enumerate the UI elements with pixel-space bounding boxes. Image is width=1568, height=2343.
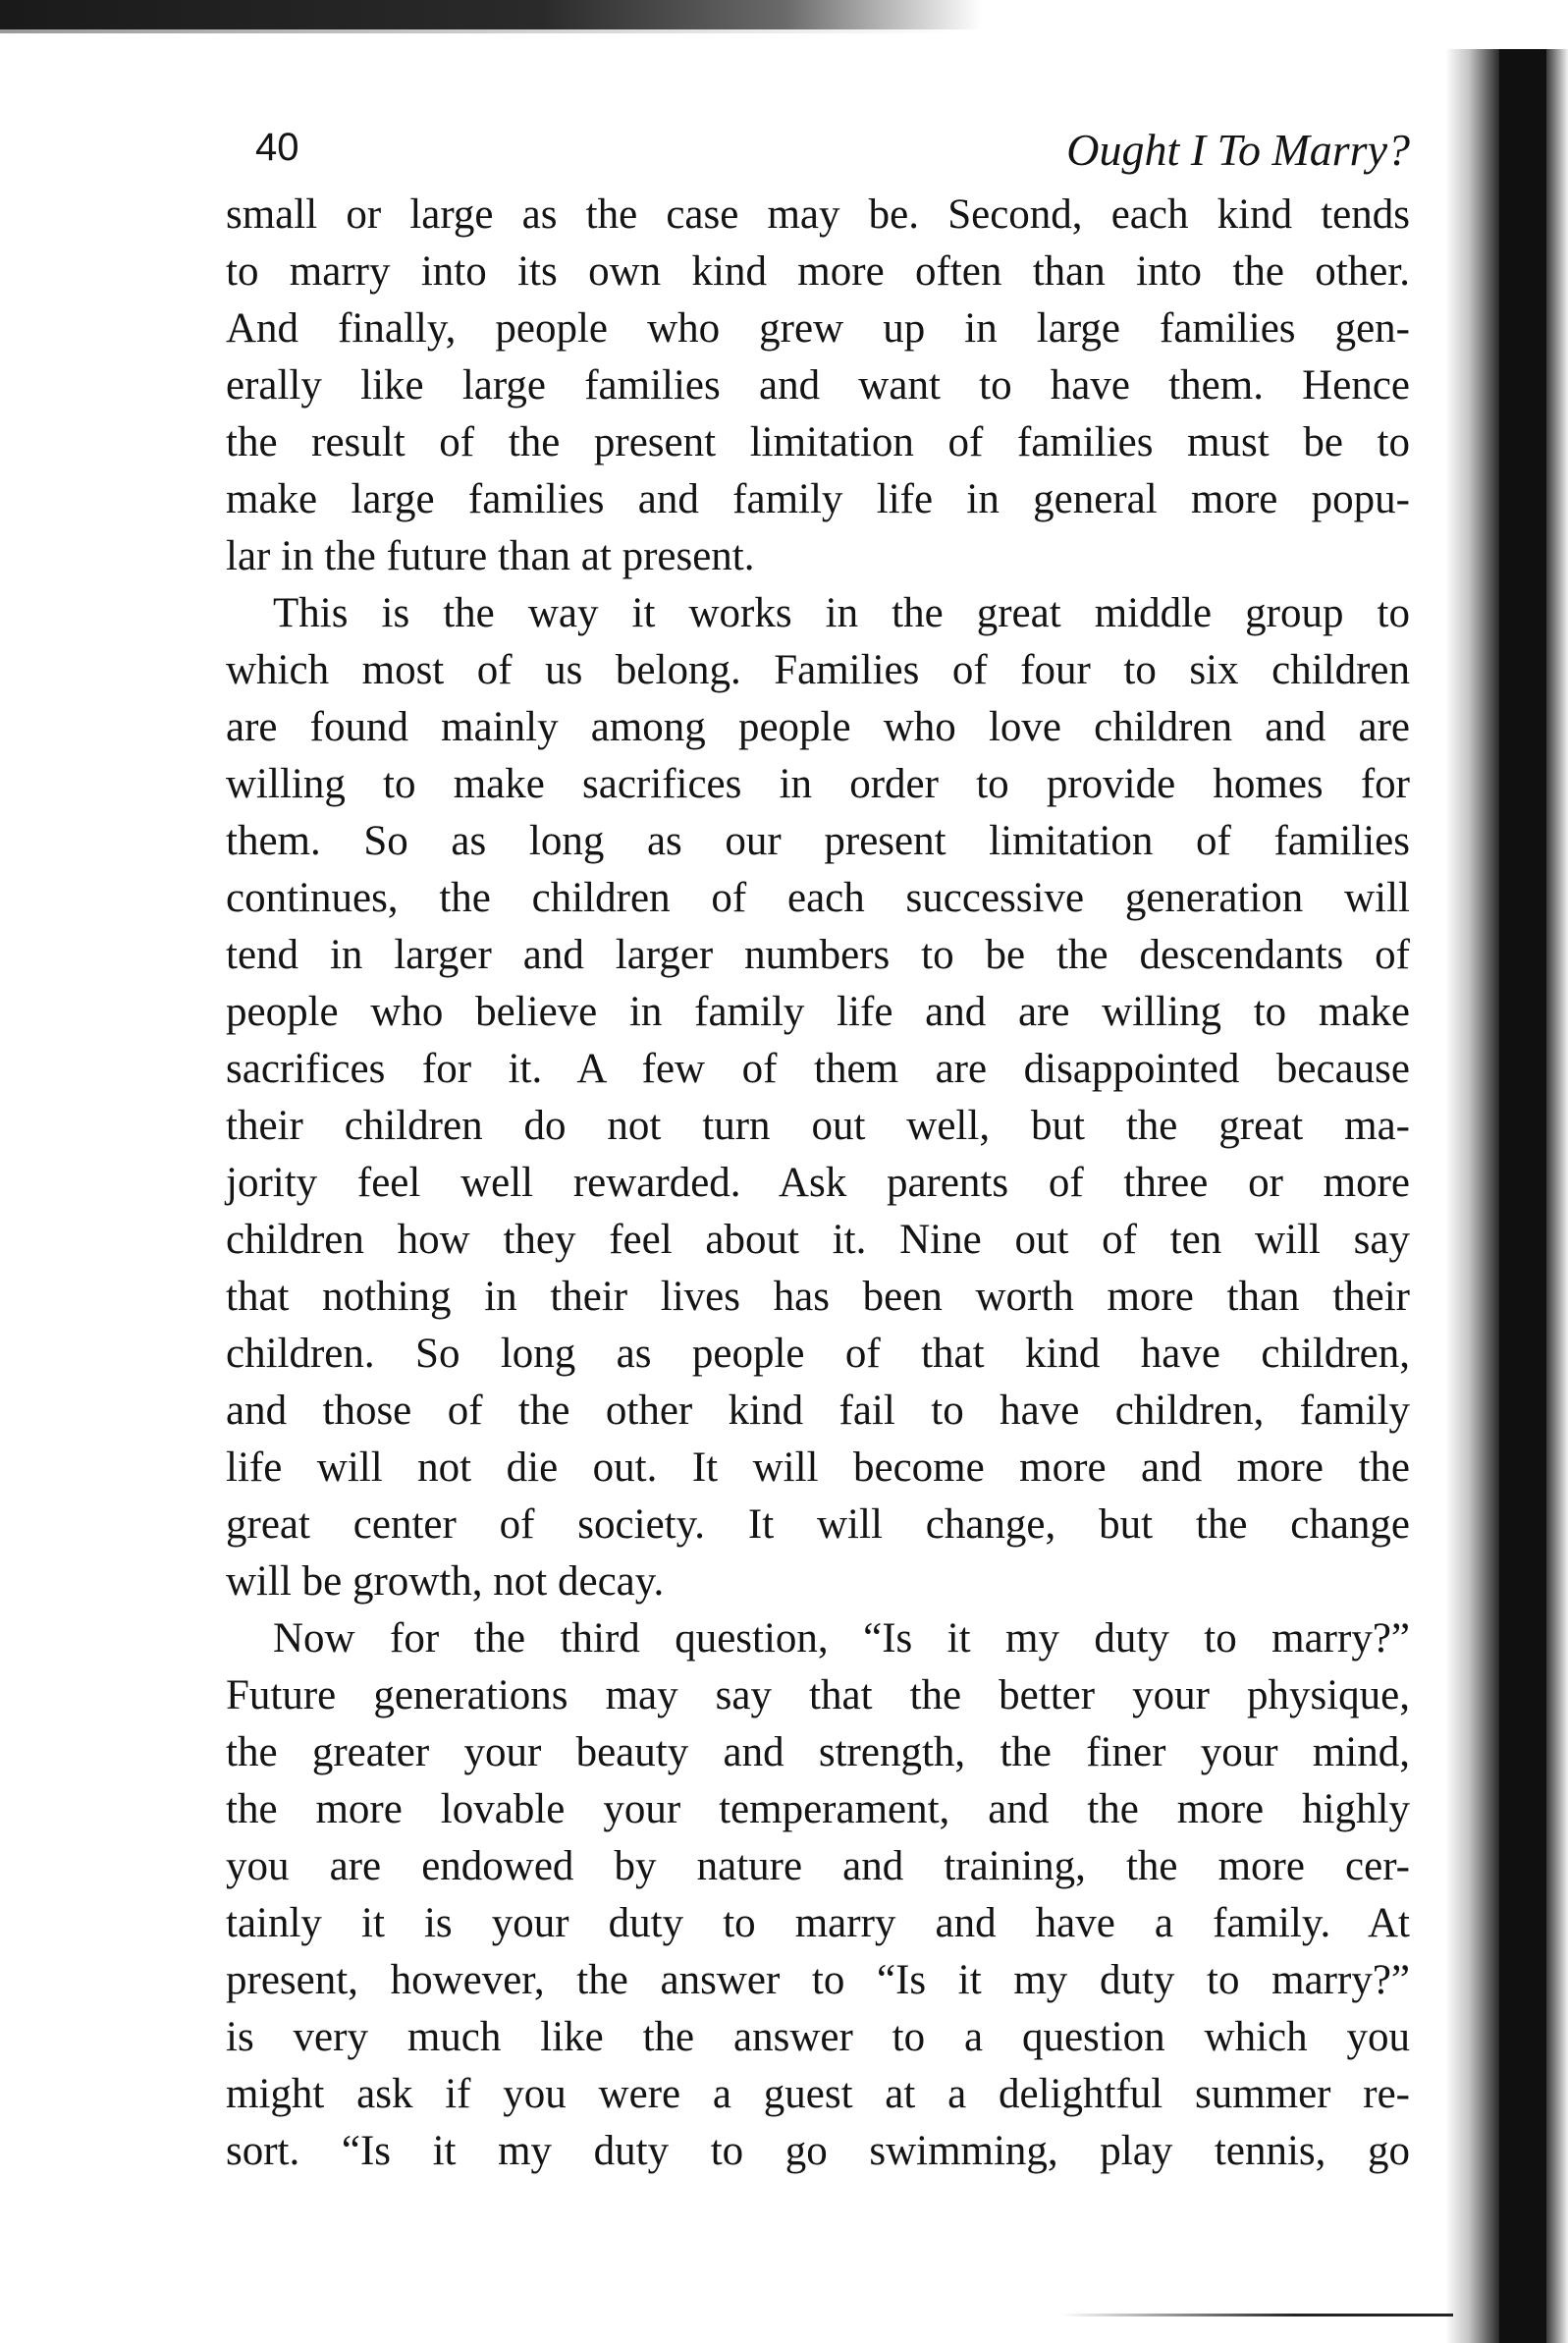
text-line: that nothing in their lives has been worth more than their <box>226 1274 1410 1320</box>
paragraph-2 <box>226 585 1410 1610</box>
text-line: the more lovable your temperament, and the more highly <box>226 1786 1410 1832</box>
text-line: And finally, people who grew up in large families gen- <box>226 305 1410 352</box>
text-line: jority feel well rewarded. Ask parents of three or more <box>226 1160 1410 1206</box>
text-line: and those of the other kind fail to have children, family <box>226 1388 1410 1434</box>
binding-gutter-shadow <box>1445 49 1568 2343</box>
paragraph-3 <box>226 1610 1410 2180</box>
text-line: Future generations may say that the better your physique, <box>226 1672 1410 1718</box>
text-line: might ask if you were a guest at a delightful summer re- <box>226 2071 1410 2117</box>
text-line: is very much like the answer to a question which you <box>226 2014 1410 2060</box>
text-line: sacrifices for it. A few of them are disappointed because <box>226 1046 1410 1092</box>
text-line: Now for the third question, “Is it my duty to marry?” <box>273 1615 1410 1662</box>
text-line: children. So long as people of that kind have children, <box>226 1331 1410 1377</box>
text-line: This is the way it works in the great middle group to <box>273 590 1410 636</box>
body-text <box>226 187 1410 2180</box>
scan-top-fade <box>0 29 962 33</box>
text-line: children how they feel about it. Nine out of ten will say <box>226 1217 1410 1263</box>
text-line: them. So as long as our present limitation of families <box>226 818 1410 864</box>
text-line: great center of society. It will change, but the change <box>226 1501 1410 1548</box>
book-page <box>226 120 1410 2180</box>
text-line: make large families and family life in general more popu- <box>226 476 1410 522</box>
text-line: sort. “Is it my duty to go swimming, play tennis, go <box>226 2128 1410 2174</box>
text-line: will be growth, not decay. <box>226 1558 665 1605</box>
text-line: you are endowed by nature and training, the more cer- <box>226 1843 1410 1889</box>
page-number: 40 <box>255 126 299 169</box>
text-line: lar in the future than at present. <box>226 533 755 579</box>
gutter-edge <box>1546 49 1568 2343</box>
text-line: small or large as the case may be. Second, each kind tends <box>226 191 1410 238</box>
bottom-scan-rule <box>1060 2314 1453 2316</box>
text-line: erally like large families and want to have them. Hence <box>226 362 1410 409</box>
running-title: Ought I To Marry? <box>1066 125 1410 175</box>
text-line: people who believe in family life and are willing to make <box>226 989 1410 1035</box>
gutter-fade <box>1445 49 1499 2343</box>
text-line: tainly it is your duty to marry and have a family. At <box>226 1900 1410 1946</box>
text-line: to marry into its own kind more often than into the other. <box>226 248 1410 295</box>
text-line: the greater your beauty and strength, the finer your mind, <box>226 1729 1410 1775</box>
gutter-band <box>1499 49 1546 2343</box>
paragraph-1 <box>226 187 1410 585</box>
text-line: willing to make sacrifices in order to provide homes for <box>226 761 1410 807</box>
text-line: continues, the children of each successive generation will <box>226 875 1410 921</box>
text-line: present, however, the answer to “Is it my duty to marry?” <box>226 1957 1410 2003</box>
text-line: their children do not turn out well, but the great ma- <box>226 1103 1410 1149</box>
text-line: are found mainly among people who love children and are <box>226 704 1410 750</box>
text-line: which most of us belong. Families of four to six children <box>226 647 1410 693</box>
text-line: the result of the present limitation of families must be to <box>226 419 1410 465</box>
scan-top-edge <box>0 0 982 29</box>
text-line: tend in larger and larger numbers to be the descendants of <box>226 932 1410 978</box>
text-line: life will not die out. It will become more and more the <box>226 1444 1410 1491</box>
running-head <box>226 120 1410 187</box>
